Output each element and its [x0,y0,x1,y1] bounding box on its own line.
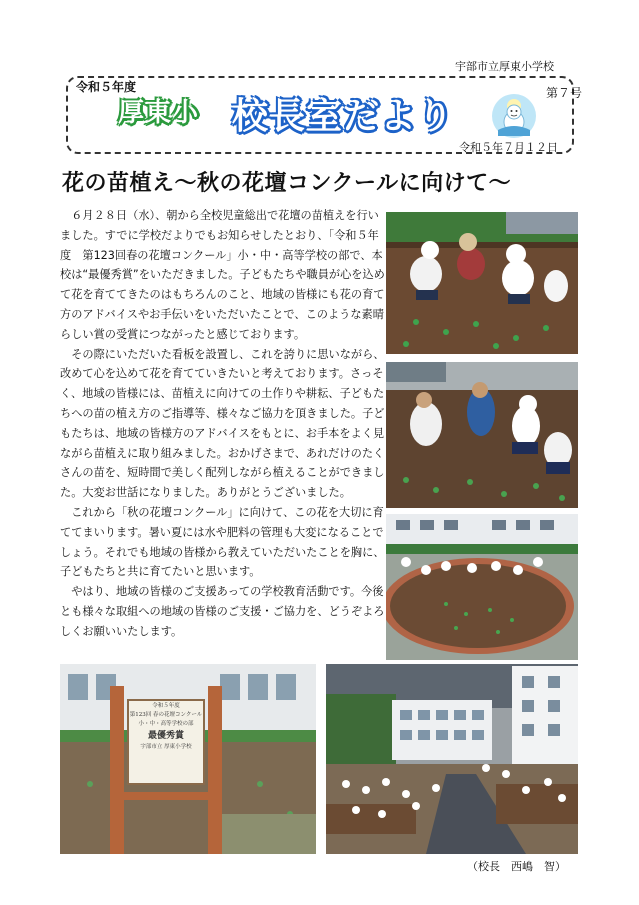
newsletter-title-school: 厚東小 [118,98,200,128]
issue-number: 第７号 [546,86,583,100]
signature: （校長 西嶋 智） [467,860,566,873]
article-body [60,206,386,642]
sign-line: 令和５年度 [152,703,180,709]
year-label: 令和５年度 [76,80,137,94]
headline: 花の苗植え～秋の花壇コンクールに向けて～ [62,171,512,196]
sign-line: 第123回 春の花壇コンクール [129,712,203,718]
school-name: 宇部市立厚東小学校 [455,60,554,73]
photo-planting-2 [386,362,578,508]
sign-award: 最優秀賞 [147,731,184,741]
paragraph: やはり、地域の皆様のご支援あっての学校教育活動です。今後とも様々な取組への地域の皆様のご支援・ご協力を、どうぞよろしくお願いいたします。 [60,585,385,638]
photo-planting-1 [386,212,578,354]
issue-date: 令和５年７月１２日 [459,141,558,154]
paragraph: これから「秋の花壇コンクール」に向けて、この花を大切に育ててまいります。暑い夏には水や肥料の管理も大変になることでしょう。それでも地域の皆様から教えていただいたことを胸に、子どもたちと共に育てたいと思います。 [60,505,385,579]
paragraph: その際にいただいた看板を設置し、これを誇りに思いながら、改めて心を込めて花を育てていきたいと考えております。さっそく、地域の皆様には、苗植えに向けての土作りや耕耘、子どもたちへの苗の植え方のご指導等、様々なご協力を頂きました。子どもたちは、地域の皆様方のアドバイスをもとに、お手本をよく見ながら苗植えに取り組みました。おかげさまで、あれだけのたくさんの苗を、短時間で美しく配列しながら植えることができました。大変お世話になりました。ありがとうございました。 [60,347,385,500]
sign-board [128,702,204,752]
photo-whole-school [326,664,578,854]
photo-circular-bed [386,514,578,660]
mascot-illustration [490,92,538,140]
newsletter-title: 校長室だより [232,96,455,137]
paragraph: ６月２８日（水）、朝から全校児童総出で花壇の苗植えを行いました。すでに学校だよりでもお知らせしたとおり、「令和５年度 第123回春の花壇コンクール」小・中・高等学校の部で、本校は“最優秀賞”をいただきました。子どもたちや職員が心を込めて花を育ててきたのはもちろんのこと、地域の皆様にも花の育て方のアドバイスやお手伝いをいただいたことで、このような素晴らしい賞の受賞につながったと感じております。 [60,209,385,341]
sign-line: 小・中・高等学校の部 [138,721,194,727]
sign-line: 宇部市立 厚東小学校 [140,744,192,750]
photo-award-sign [60,664,316,854]
